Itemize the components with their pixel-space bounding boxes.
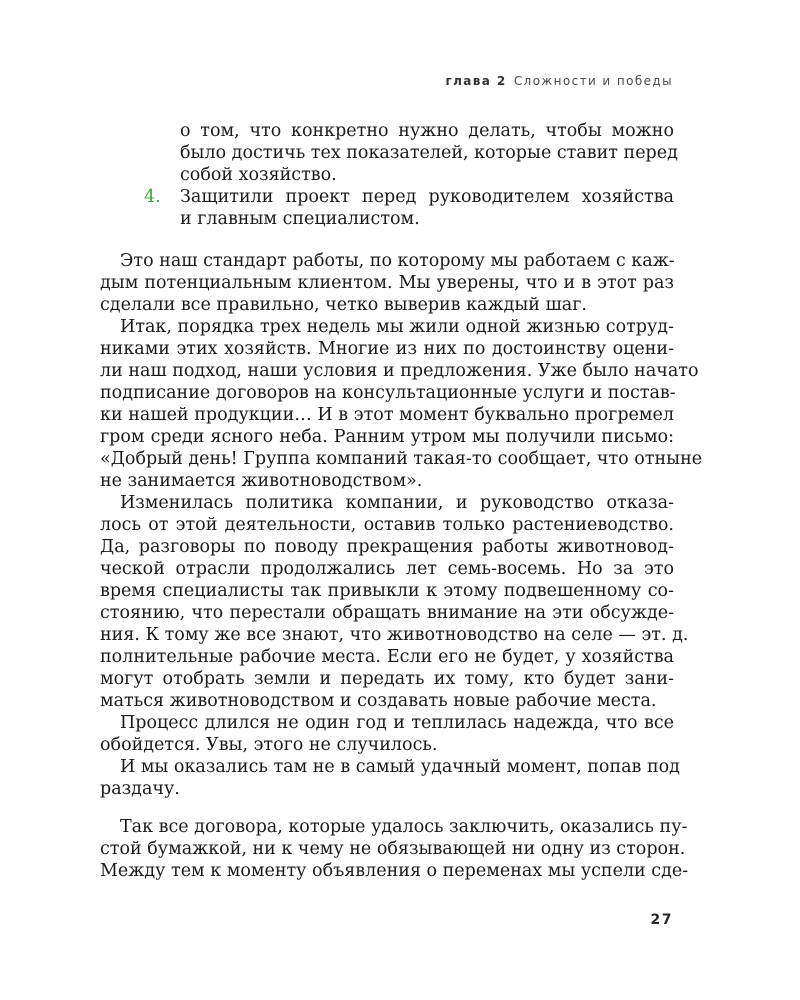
- text-line: лось от этой деятельности, оставив только растениеводство.: [100, 515, 674, 535]
- text-line: обойдется. Увы, этого не случилось.: [100, 735, 438, 755]
- text-line: было достичь тех показателей, которые ставит перед: [180, 143, 678, 163]
- text-line: Это наш стандарт работы, по которому мы работаем с каж-: [120, 251, 675, 271]
- text-line: Итак, порядка трех недель мы жили одной жизнью сотруд-: [120, 317, 674, 337]
- page-number: 27: [650, 912, 673, 928]
- text-line: Защитили проект перед руководителем хозяйства: [180, 187, 674, 207]
- paragraph: [100, 250, 674, 316]
- text-line: подписание договоров на консультационные услуги и постав-: [100, 383, 676, 403]
- text-line: гром среди ясного неба. Ранним утром мы получили письмо:: [100, 427, 674, 447]
- text-line: стоянию, что перестали обращать внимание на эти обсужде-: [100, 603, 674, 623]
- body-text: [100, 250, 703, 800]
- text-line: раздачу.: [100, 779, 180, 799]
- text-line: Изменилась политика компании, и руководство отказа-: [120, 493, 674, 513]
- text-line: ческой отрасли продолжались лет семь-восемь. Но за это: [100, 559, 674, 579]
- paragraph: [100, 316, 703, 492]
- running-head: [445, 74, 673, 88]
- chapter-label: глава 2: [445, 74, 507, 88]
- chapter-title: Сложности и победы: [513, 74, 673, 88]
- text-line: «Добрый день! Группа компаний такая-то сообщает, что отныне: [100, 449, 703, 469]
- text-line: сделали все правильно, четко выверив каждый шаг.: [100, 295, 587, 315]
- text-line: время специалисты так привыкли к этому подвешенному со-: [100, 581, 674, 601]
- closing-paragraph: [100, 816, 689, 882]
- text-line: полнительные рабочие места. Если его не будет, у хозяйства: [100, 647, 674, 667]
- text-line: Процесс длился не один год и теплилась надежда, что все: [120, 713, 674, 733]
- text-line: не занимается животноводством».: [100, 471, 423, 491]
- text-line: о том, что конкретно нужно делать, чтобы можно: [180, 121, 674, 141]
- text-line: дым потенциальным клиентом. Мы уверены, что и в этот раз: [100, 273, 674, 293]
- paragraph: [100, 712, 674, 756]
- numbered-list: [100, 120, 678, 230]
- text-line: И мы оказались там не в самый удачный момент, попав под: [120, 757, 680, 777]
- text-line: ки нашей продукции… И в этот момент буквально прогремел: [100, 405, 674, 425]
- text-line: Между тем к моменту объявления о переменах мы успели сде-: [100, 861, 689, 881]
- list-item-3-continuation: [100, 120, 678, 186]
- text-line: ли наш подход, наши условия и предложения. Уже было начато: [100, 361, 699, 381]
- list-number: 4.: [144, 187, 161, 207]
- text-line: маться животноводством и создавать новые рабочие места.: [100, 691, 657, 711]
- paragraph: [100, 492, 689, 712]
- text-line: Так все договора, которые удалось заключить, оказались пу-: [120, 817, 688, 837]
- text-line: могут отобрать земли и передать их тому, кто будет зани-: [100, 669, 674, 689]
- paragraph: [100, 756, 680, 800]
- text-line: никами этих хозяйств. Многие из них по достоинству оцени-: [100, 339, 674, 359]
- text-line: и главным специалистом.: [180, 209, 420, 229]
- text-line: Да, разговоры по поводу прекращения работы животновод-: [100, 537, 674, 557]
- text-line: стой бумажкой, ни к чему не обязывающей ни одну из сторон.: [100, 839, 686, 859]
- text-line: ния. К тому же все знают, что животноводство на селе — эт. д.: [100, 625, 689, 645]
- text-line: собой хозяйство.: [180, 165, 337, 185]
- list-item-4: [100, 186, 674, 230]
